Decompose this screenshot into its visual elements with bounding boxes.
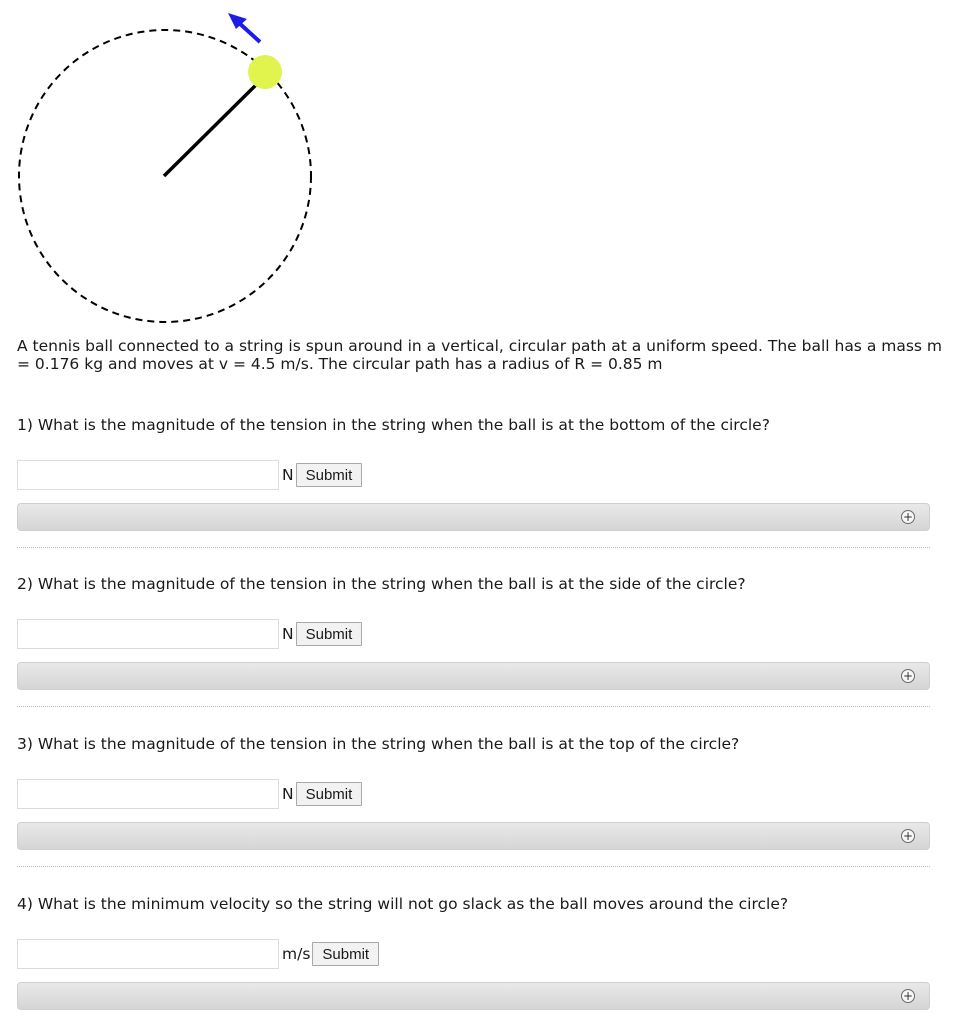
plus-circle-icon[interactable]: + — [902, 989, 914, 1003]
hint-bar[interactable] — [17, 822, 930, 850]
submit-button[interactable]: Submit — [296, 463, 363, 487]
question-2 — [17, 574, 930, 709]
unit-label: N — [282, 785, 294, 803]
answer-row — [17, 938, 379, 970]
question-text: 4) What is the minimum velocity so the string will not go slack as the ball moves around the circle? — [17, 895, 789, 913]
divider — [17, 547, 930, 548]
question-4 — [17, 894, 930, 1019]
plus-circle-icon[interactable]: + — [902, 669, 914, 683]
submit-button[interactable]: Submit — [312, 942, 379, 966]
circular-motion-diagram — [0, 0, 330, 330]
divider — [17, 866, 930, 867]
question-text: 3) What is the magnitude of the tension in the string when the ball is at the top of the circle? — [17, 735, 740, 753]
unit-label: N — [282, 466, 294, 484]
divider — [17, 706, 930, 707]
unit-label: m/s — [282, 945, 311, 963]
tennis-ball — [248, 55, 282, 89]
answer-input[interactable] — [17, 779, 279, 809]
plus-circle-icon[interactable]: + — [902, 510, 914, 524]
question-1 — [17, 415, 930, 550]
question-text: 1) What is the magnitude of the tension in the string when the ball is at the bottom of the circle? — [17, 416, 770, 434]
submit-button[interactable]: Submit — [296, 622, 363, 646]
question-3 — [17, 734, 930, 869]
hint-bar[interactable] — [17, 503, 930, 531]
question-text: 2) What is the magnitude of the tension in the string when the ball is at the side of the circle? — [17, 575, 746, 593]
plus-circle-icon[interactable]: + — [902, 829, 914, 843]
answer-input[interactable] — [17, 939, 279, 969]
problem-statement: A tennis ball connected to a string is spun around in a vertical, circular path at a uniform speed. The ball has a mass m = 0.176 kg and moves at v = 4.5 m/s. The circular path has a radius of R = 0.85 m — [17, 337, 943, 373]
answer-input[interactable] — [17, 619, 279, 649]
unit-label: N — [282, 625, 294, 643]
velocity-arrow — [228, 13, 260, 42]
answer-row — [17, 618, 362, 650]
hint-bar[interactable] — [17, 982, 930, 1010]
string — [164, 77, 264, 176]
answer-row — [17, 459, 362, 491]
answer-row — [17, 778, 362, 810]
answer-input[interactable] — [17, 460, 279, 490]
submit-button[interactable]: Submit — [296, 782, 363, 806]
hint-bar[interactable] — [17, 662, 930, 690]
